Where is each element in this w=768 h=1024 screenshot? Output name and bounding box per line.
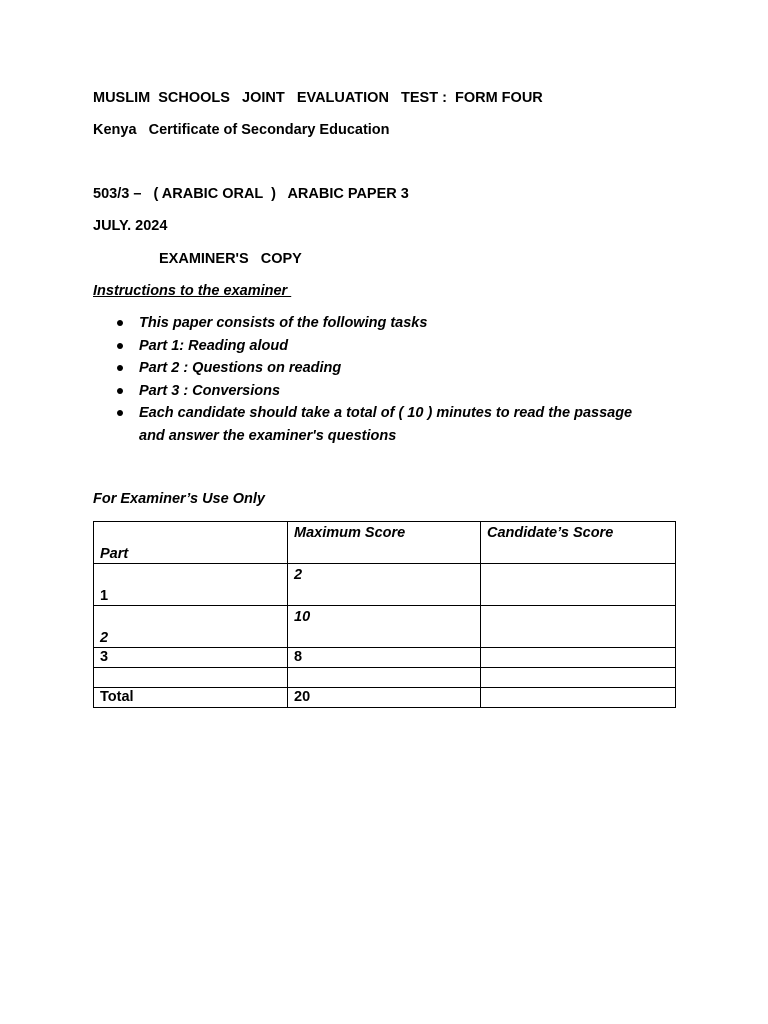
table-total-row [94, 688, 676, 708]
header-cell-candidate: Candidate’s Score [481, 522, 676, 564]
instructions-list [93, 312, 653, 447]
cell-max: 10 [288, 606, 481, 648]
bullet-icon [117, 410, 123, 416]
instruction-item: Part 3 : Conversions [93, 380, 653, 403]
instruction-item: Part 1: Reading aloud [93, 335, 653, 358]
cell-max [288, 668, 481, 688]
bullet-icon [117, 320, 123, 326]
instruction-item: Part 2 : Questions on reading [93, 357, 653, 380]
cell-part: Total [94, 688, 288, 708]
bullet-icon [117, 388, 123, 394]
bullet-icon [117, 343, 123, 349]
cell-part: 3 [94, 648, 288, 668]
cell-part: 1 [94, 564, 288, 606]
copy-label: EXAMINER'S COPY [159, 251, 302, 267]
cell-part [94, 668, 288, 688]
instructions-heading: Instructions to the examiner [93, 283, 292, 299]
header-cell-part: Part [94, 522, 288, 564]
cell-candidate [481, 606, 676, 648]
cell-max: 20 [288, 688, 481, 708]
cell-candidate [481, 564, 676, 606]
instruction-item: Each candidate should take a total of ( 10 ) minutes to read the passage and answer the examiner's questions [93, 402, 653, 447]
table-row [94, 606, 676, 648]
examiner-use-label: For Examiner’s Use Only [93, 491, 265, 507]
paper-code: 503/3 – ( ARABIC ORAL ) ARABIC PAPER 3 [93, 186, 409, 202]
table-row [94, 648, 676, 668]
table-row [94, 668, 676, 688]
header-cell-max: Maximum Score [288, 522, 481, 564]
table-row [94, 564, 676, 606]
score-table [93, 521, 676, 708]
bullet-icon [117, 365, 123, 371]
table-header-row [94, 522, 676, 564]
instruction-item: This paper consists of the following tasks [93, 312, 653, 335]
cell-candidate [481, 688, 676, 708]
cell-max: 8 [288, 648, 481, 668]
cell-candidate [481, 648, 676, 668]
cell-candidate [481, 668, 676, 688]
cell-part: 2 [94, 606, 288, 648]
paper-date: JULY. 2024 [93, 218, 168, 234]
header-title: MUSLIM SCHOOLS JOINT EVALUATION TEST : FORM FOUR [93, 90, 543, 106]
header-subtitle: Kenya Certificate of Secondary Education [93, 122, 390, 138]
cell-max: 2 [288, 564, 481, 606]
